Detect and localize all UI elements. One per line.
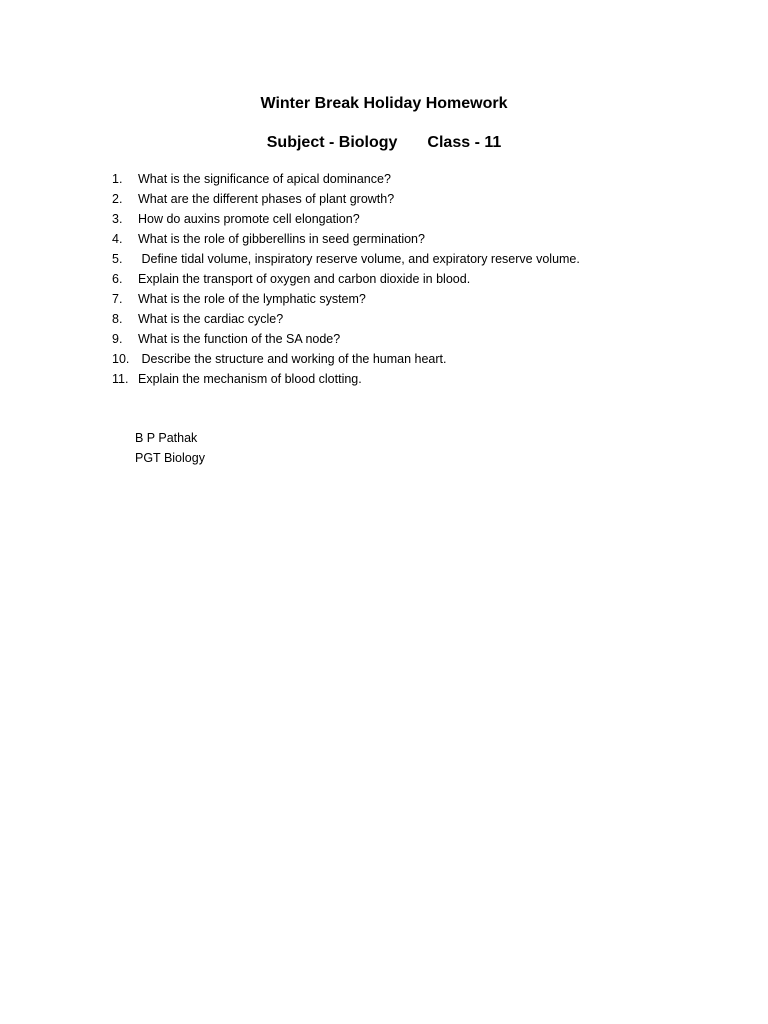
- question-text: Explain the transport of oxygen and carbon dioxide in blood.: [138, 272, 471, 286]
- question-number: 11.: [112, 372, 129, 386]
- question-text: What is the function of the SA node?: [138, 332, 341, 346]
- question-item: [112, 229, 580, 249]
- signature-designation: PGT Biology: [135, 451, 205, 465]
- subject-line: [0, 133, 768, 153]
- question-item: [112, 289, 580, 309]
- subject-label: Subject - Biology: [266, 134, 398, 151]
- question-text: What are the different phases of plant growth?: [138, 192, 395, 206]
- question-number: 8.: [112, 312, 123, 326]
- question-text: Explain the mechanism of blood clotting.: [138, 372, 362, 386]
- signature-block: [135, 428, 205, 468]
- question-item: [112, 309, 580, 329]
- question-item: [112, 209, 580, 229]
- question-number: 5.: [112, 252, 123, 266]
- class-label: Class - 11: [427, 134, 502, 151]
- question-number: 3.: [112, 212, 123, 226]
- question-text: What is the role of gibberellins in seed germination?: [138, 232, 425, 246]
- question-number: 2.: [112, 192, 123, 206]
- question-text: Define tidal volume, inspiratory reserve volume, and expiratory reserve volume.: [138, 252, 580, 266]
- question-item: [112, 369, 580, 389]
- question-number: 7.: [112, 292, 123, 306]
- question-number: 1.: [112, 172, 123, 186]
- question-text: What is the significance of apical dominance?: [138, 172, 391, 186]
- question-number: 4.: [112, 232, 123, 246]
- question-item: [112, 329, 580, 349]
- question-list: [112, 169, 580, 389]
- question-text: Describe the structure and working of the human heart.: [138, 352, 447, 366]
- question-text: How do auxins promote cell elongation?: [138, 212, 360, 226]
- signature-name: B P Pathak: [135, 431, 198, 445]
- question-text: What is the cardiac cycle?: [138, 312, 284, 326]
- question-item: [112, 349, 580, 369]
- question-item: [112, 249, 580, 269]
- question-item: [112, 169, 580, 189]
- question-number: 6.: [112, 272, 123, 286]
- page-title: Winter Break Holiday Homework: [260, 95, 508, 112]
- question-item: [112, 269, 580, 289]
- question-number: 9.: [112, 332, 123, 346]
- question-text: What is the role of the lymphatic system?: [138, 292, 366, 306]
- question-item: [112, 189, 580, 209]
- question-number: 10.: [112, 352, 130, 366]
